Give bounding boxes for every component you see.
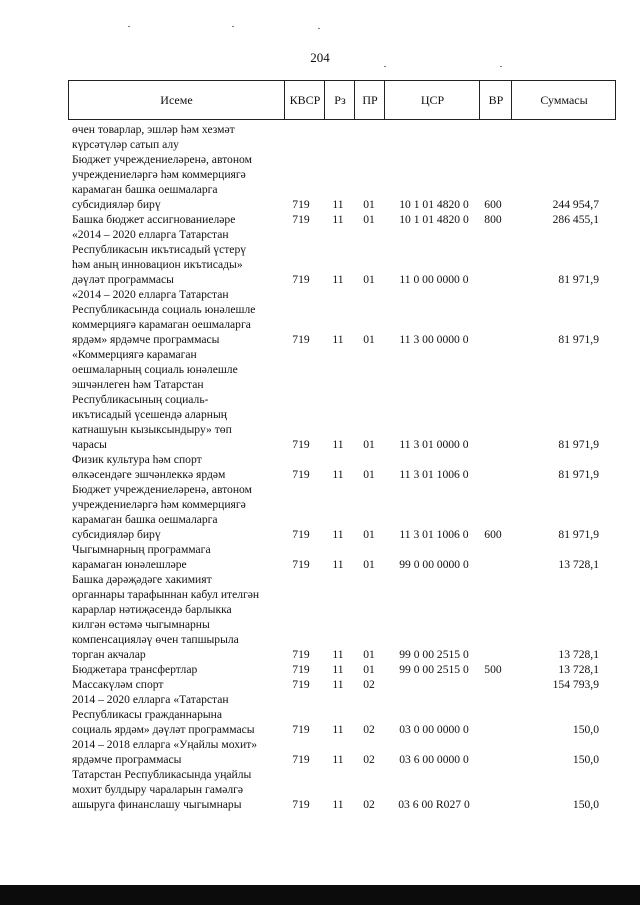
table-row [0, 737, 640, 767]
row-pr: 01 [363, 528, 375, 541]
row-sum: 13 728,1 [558, 648, 599, 661]
header-name: Исеме [160, 93, 193, 107]
row-rz: 11 [332, 198, 344, 211]
row-kvsr: 719 [292, 558, 310, 571]
table-row [0, 572, 640, 662]
row-name: Бюджет учреждениеләренә, автоном учреждениеләргә һәм коммерциягә карамаган башка оешмаларга субсидияләр бирү [72, 153, 252, 211]
table-row [0, 347, 640, 452]
row-pr: 01 [363, 438, 375, 451]
row-csr: 11 3 01 0000 0 [399, 438, 469, 451]
header-sum: Суммасы [511, 81, 616, 119]
row-sum: 81 971,9 [558, 333, 599, 346]
row-sum: 13 728,1 [558, 558, 599, 571]
page-number: 204 [310, 50, 330, 65]
scan-edge [0, 885, 640, 905]
row-sum: 13 728,1 [558, 663, 599, 676]
row-sum: 81 971,9 [558, 273, 599, 286]
row-rz: 11 [332, 798, 344, 811]
row-name: Татарстан Республикасында уңайлы мохит булдыру чараларын гамәлгә ашыруга финанслашу чыгымнары [72, 768, 252, 811]
row-vr: 500 [484, 663, 502, 676]
table-row [0, 152, 640, 212]
row-csr: 99 0 00 2515 0 [399, 648, 469, 661]
row-name: Массакүләм спорт [72, 678, 164, 691]
row-rz: 11 [332, 753, 344, 766]
row-kvsr: 719 [292, 438, 310, 451]
row-rz: 11 [332, 678, 344, 691]
table-row [0, 227, 640, 287]
header-kvsr: КВСР [284, 81, 325, 119]
row-kvsr: 719 [292, 468, 310, 481]
row-vr: 600 [484, 528, 502, 541]
table-row [0, 662, 640, 677]
row-rz: 11 [332, 438, 344, 451]
table-body [0, 122, 640, 812]
row-csr: 03 6 00 0000 0 [399, 753, 469, 766]
row-csr: 03 0 00 0000 0 [399, 723, 469, 736]
header-vr: ВР [479, 81, 512, 119]
table-row [0, 677, 640, 692]
row-pr: 01 [363, 648, 375, 661]
row-pr: 02 [363, 678, 375, 691]
row-csr: 99 0 00 2515 0 [399, 663, 469, 676]
row-sum: 244 954,7 [552, 198, 599, 211]
row-sum: 150,0 [572, 753, 599, 766]
header-rz: Рз [324, 81, 355, 119]
table-row [0, 542, 640, 572]
table-row [0, 287, 640, 347]
table-row [0, 767, 640, 812]
row-sum: 154 793,9 [552, 678, 599, 691]
row-kvsr: 719 [292, 723, 310, 736]
row-csr: 11 3 00 0000 0 [399, 333, 469, 346]
row-pr: 02 [363, 798, 375, 811]
table-header [68, 80, 616, 120]
row-csr: 99 0 00 0000 0 [399, 558, 469, 571]
row-csr: 10 1 01 4820 0 [399, 213, 469, 226]
row-pr: 01 [363, 558, 375, 571]
row-name: Физик культура һәм спорт өлкәсендәге эшчәнлеккә ярдәм [72, 453, 226, 481]
row-kvsr: 719 [292, 753, 310, 766]
row-pr: 01 [363, 213, 375, 226]
header-csr: ЦСР [384, 81, 480, 119]
row-csr: 10 1 01 4820 0 [399, 198, 469, 211]
row-kvsr: 719 [292, 198, 310, 211]
row-csr: 11 3 01 1006 0 [399, 528, 469, 541]
row-rz: 11 [332, 528, 344, 541]
row-pr: 01 [363, 468, 375, 481]
row-name: Башка дәрәҗәдәге хакимият органнары тарафыннан кабул ителгән карарлар нәтиҗәсендә барлыкка килгән өстәмә чыгымнарны компенсацияләү өчен тапшырыла торган акчалар [72, 573, 260, 661]
row-kvsr: 719 [292, 273, 310, 286]
row-pr: 01 [363, 273, 375, 286]
row-name: Чыгымнарның программага карамаган юнәлешләре [72, 543, 211, 571]
row-name: «Коммерциягә карамаган оешмаларның социаль юнәлешле эшчәнлеген һәм Татарстан Республикасының социаль- икътисадый үсешендә аларның катнашуын кызыксындыру» төп чарасы [72, 348, 238, 451]
table-row [0, 122, 640, 152]
row-name: 2014 – 2018 елларга «Уңайлы мохит» ярдәмче программасы [72, 738, 258, 766]
row-name: өчен товарлар, эшләр һәм хезмәт күрсәтүләр сатып алу [72, 123, 235, 151]
row-kvsr: 719 [292, 213, 310, 226]
table-row [0, 482, 640, 542]
row-csr: 11 3 01 1006 0 [399, 468, 469, 481]
row-vr: 800 [484, 213, 502, 226]
row-name: «2014 – 2020 елларга Татарстан Республикасын икътисадый үстерү һәм аның инновацион икътисады» дәүләт программасы [72, 228, 247, 286]
row-kvsr: 719 [292, 528, 310, 541]
row-pr: 01 [363, 198, 375, 211]
row-rz: 11 [332, 273, 344, 286]
row-pr: 02 [363, 753, 375, 766]
row-pr: 01 [363, 333, 375, 346]
row-kvsr: 719 [292, 798, 310, 811]
row-pr: 02 [363, 723, 375, 736]
row-rz: 11 [332, 468, 344, 481]
row-rz: 11 [332, 663, 344, 676]
row-kvsr: 719 [292, 678, 310, 691]
row-rz: 11 [332, 558, 344, 571]
row-name: Бюджетара трансфертлар [72, 663, 198, 676]
table-row [0, 212, 640, 227]
table-row [0, 452, 640, 482]
row-sum: 286 455,1 [552, 213, 599, 226]
row-sum: 150,0 [572, 798, 599, 811]
row-pr: 01 [363, 663, 375, 676]
row-name: «2014 – 2020 елларга Татарстан Республикасында социаль юнәлешле коммерциягә карамаган оешмаларга ярдәм» ярдәмче программасы [72, 288, 256, 346]
row-csr: 11 0 00 0000 0 [399, 273, 469, 286]
row-csr: 03 6 00 R027 0 [398, 798, 470, 811]
header-pr: ПР [354, 81, 385, 119]
row-sum: 81 971,9 [558, 528, 599, 541]
row-name: Бюджет учреждениеләренә, автоном учреждениеләргә һәм коммерциягә карамаган башка оешмаларга субсидияләр бирү [72, 483, 252, 541]
row-kvsr: 719 [292, 333, 310, 346]
row-kvsr: 719 [292, 663, 310, 676]
row-rz: 11 [332, 648, 344, 661]
row-rz: 11 [332, 723, 344, 736]
row-sum: 81 971,9 [558, 438, 599, 451]
row-kvsr: 719 [292, 648, 310, 661]
row-rz: 11 [332, 333, 344, 346]
table-row [0, 692, 640, 737]
row-sum: 150,0 [572, 723, 599, 736]
row-rz: 11 [332, 213, 344, 226]
row-name: Башка бюджет ассигнованиеләре [72, 213, 236, 226]
row-sum: 81 971,9 [558, 468, 599, 481]
row-vr: 600 [484, 198, 502, 211]
row-name: 2014 – 2020 елларга «Татарстан Республикасы гражданнарына социаль ярдәм» дәүләт программасы [72, 693, 255, 736]
